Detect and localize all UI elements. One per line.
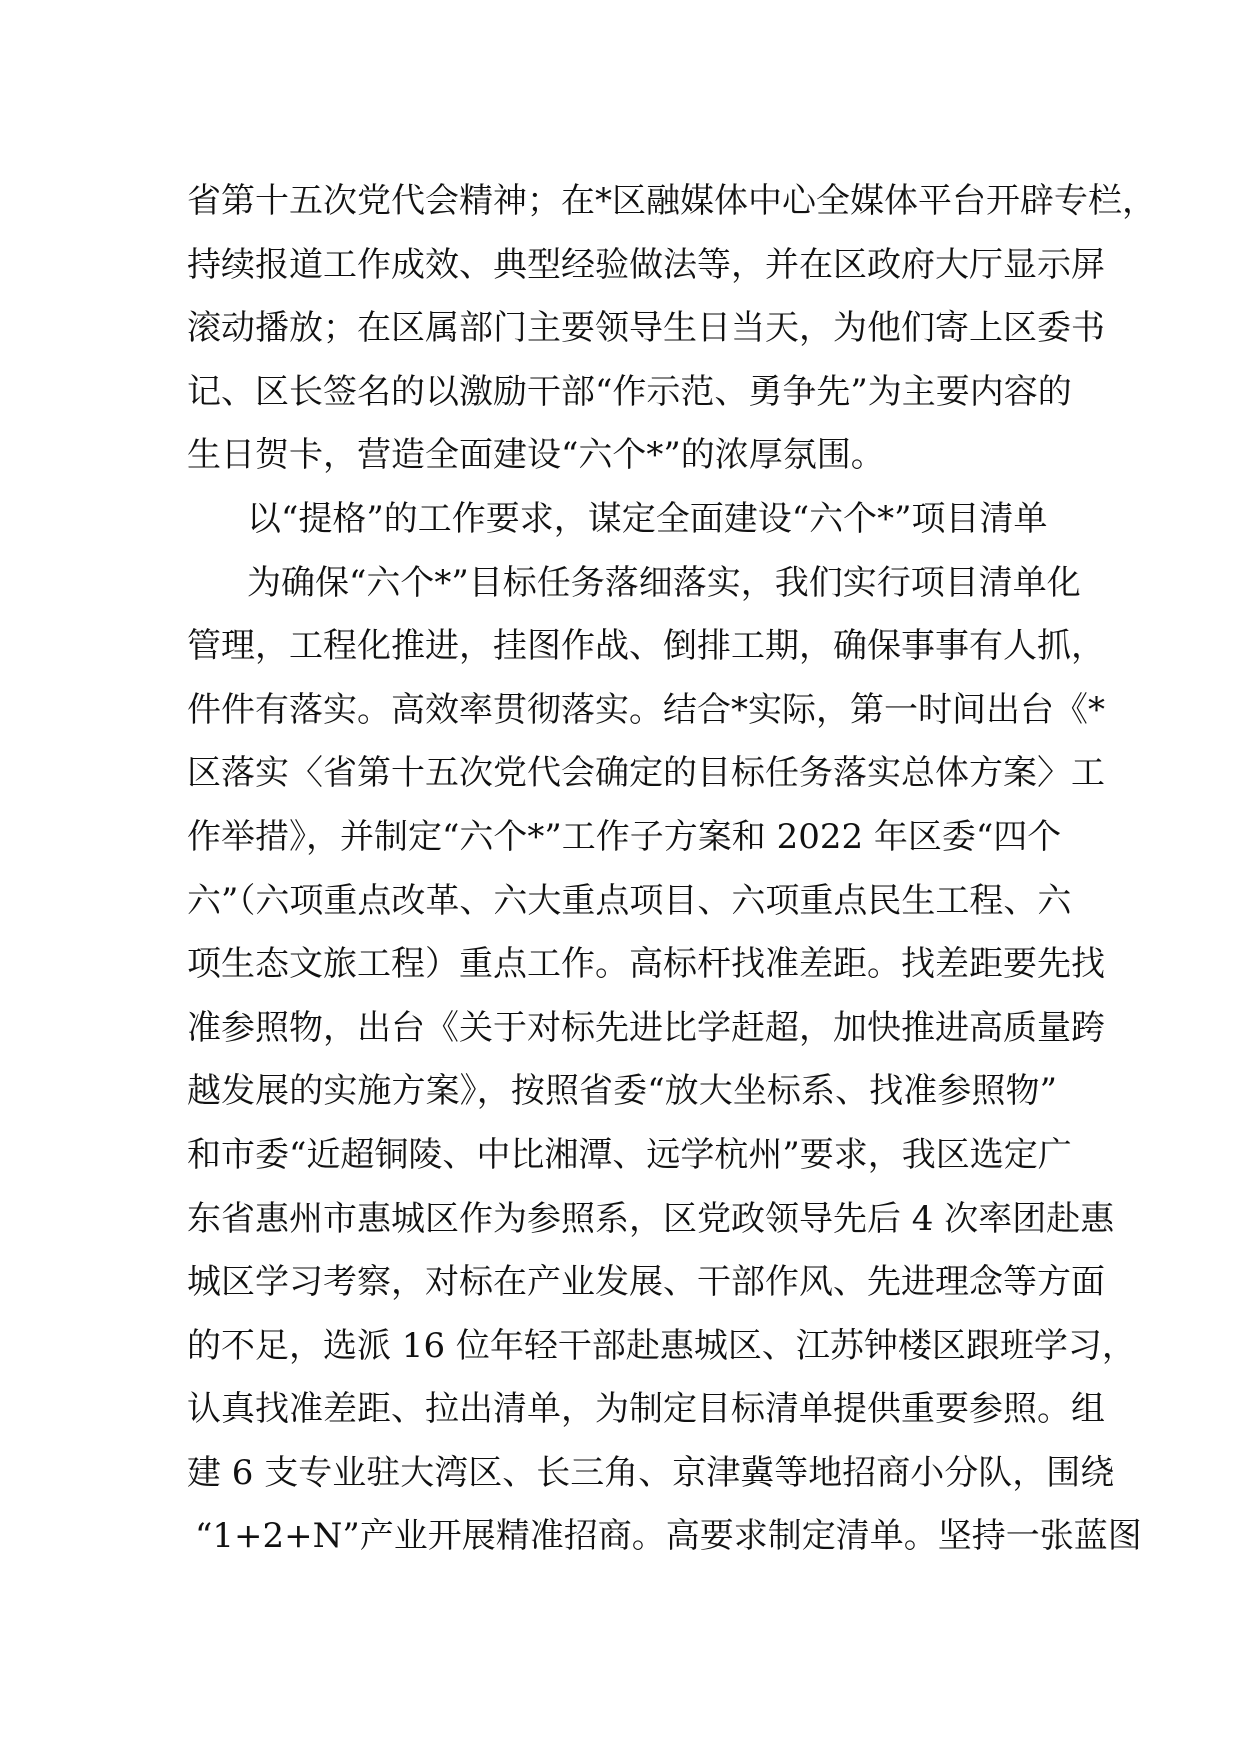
body-line: 认真找准差距、拉出清单，为制定目标清单提供重要参照。组 <box>187 1389 1105 1430</box>
body-line: 管理，工程化推进，挂图作战、倒排工期，确保事事有人抓， <box>187 626 1105 667</box>
body-line: 的不足，选派 16 位年轻干部赴惠城区、江苏钟楼区跟班学习， <box>187 1325 1136 1366</box>
body-line: 作举措》，并制定“六个*”工作子方案和 2022 年区委“四个 <box>187 816 1062 857</box>
body-line: 区落实〈省第十五次党代会确定的目标任务落实总体方案〉工 <box>187 753 1105 794</box>
body-line: 准参照物，出台《关于对标先进比学赶超，加快推进高质量跨 <box>187 1007 1105 1048</box>
body-line: 城区学习考察，对标在产业发展、干部作风、先进理念等方面 <box>187 1262 1105 1303</box>
body-line: 越发展的实施方案》，按照省委“放大坐标系、找准参照物” <box>187 1071 1057 1112</box>
body-line: 建 6 支专业驻大湾区、长三角、京津冀等地招商小分队，围绕 <box>187 1452 1115 1493</box>
document-page <box>187 170 1156 1569</box>
body-line: 东省惠州市惠城区作为参照系，区党政领导先后 4 次率团赴惠 <box>187 1198 1115 1239</box>
body-line: 为确保“六个*”目标任务落细落实，我们实行项目清单化 <box>247 562 1081 603</box>
body-line: “1+2+N”产业开展精准招商。高要求制定清单。坚持一张蓝图 <box>195 1516 1142 1557</box>
body-line: 记、区长签名的以激励干部“作示范、勇争先”为主要内容的 <box>187 371 1072 412</box>
body-line: 件件有落实。高效率贯彻落实。结合*实际，第一时间出台《* <box>187 689 1105 730</box>
body-line: 滚动播放；在区属部门主要领导生日当天，为他们寄上区委书 <box>187 308 1105 349</box>
body-line: 和市委“近超铜陵、中比湘潭、远学杭州”要求，我区选定广 <box>187 1134 1072 1175</box>
body-line: 生日贺卡，营造全面建设“六个*”的浓厚氛围。 <box>187 435 885 476</box>
body-line: 六”（六项重点改革、六大重点项目、六项重点民生工程、六 <box>187 880 1072 921</box>
body-line: 省第十五次党代会精神；在*区融媒体中心全媒体平台开辟专栏， <box>187 181 1156 221</box>
body-line: 持续报道工作成效、典型经验做法等，并在区政府大厅显示屏 <box>187 244 1105 285</box>
section-heading: 以“提格”的工作要求，谋定全面建设“六个*”项目清单 <box>247 498 1048 539</box>
body-line: 项生态文旅工程）重点工作。高标杆找准差距。找差距要先找 <box>187 944 1105 985</box>
